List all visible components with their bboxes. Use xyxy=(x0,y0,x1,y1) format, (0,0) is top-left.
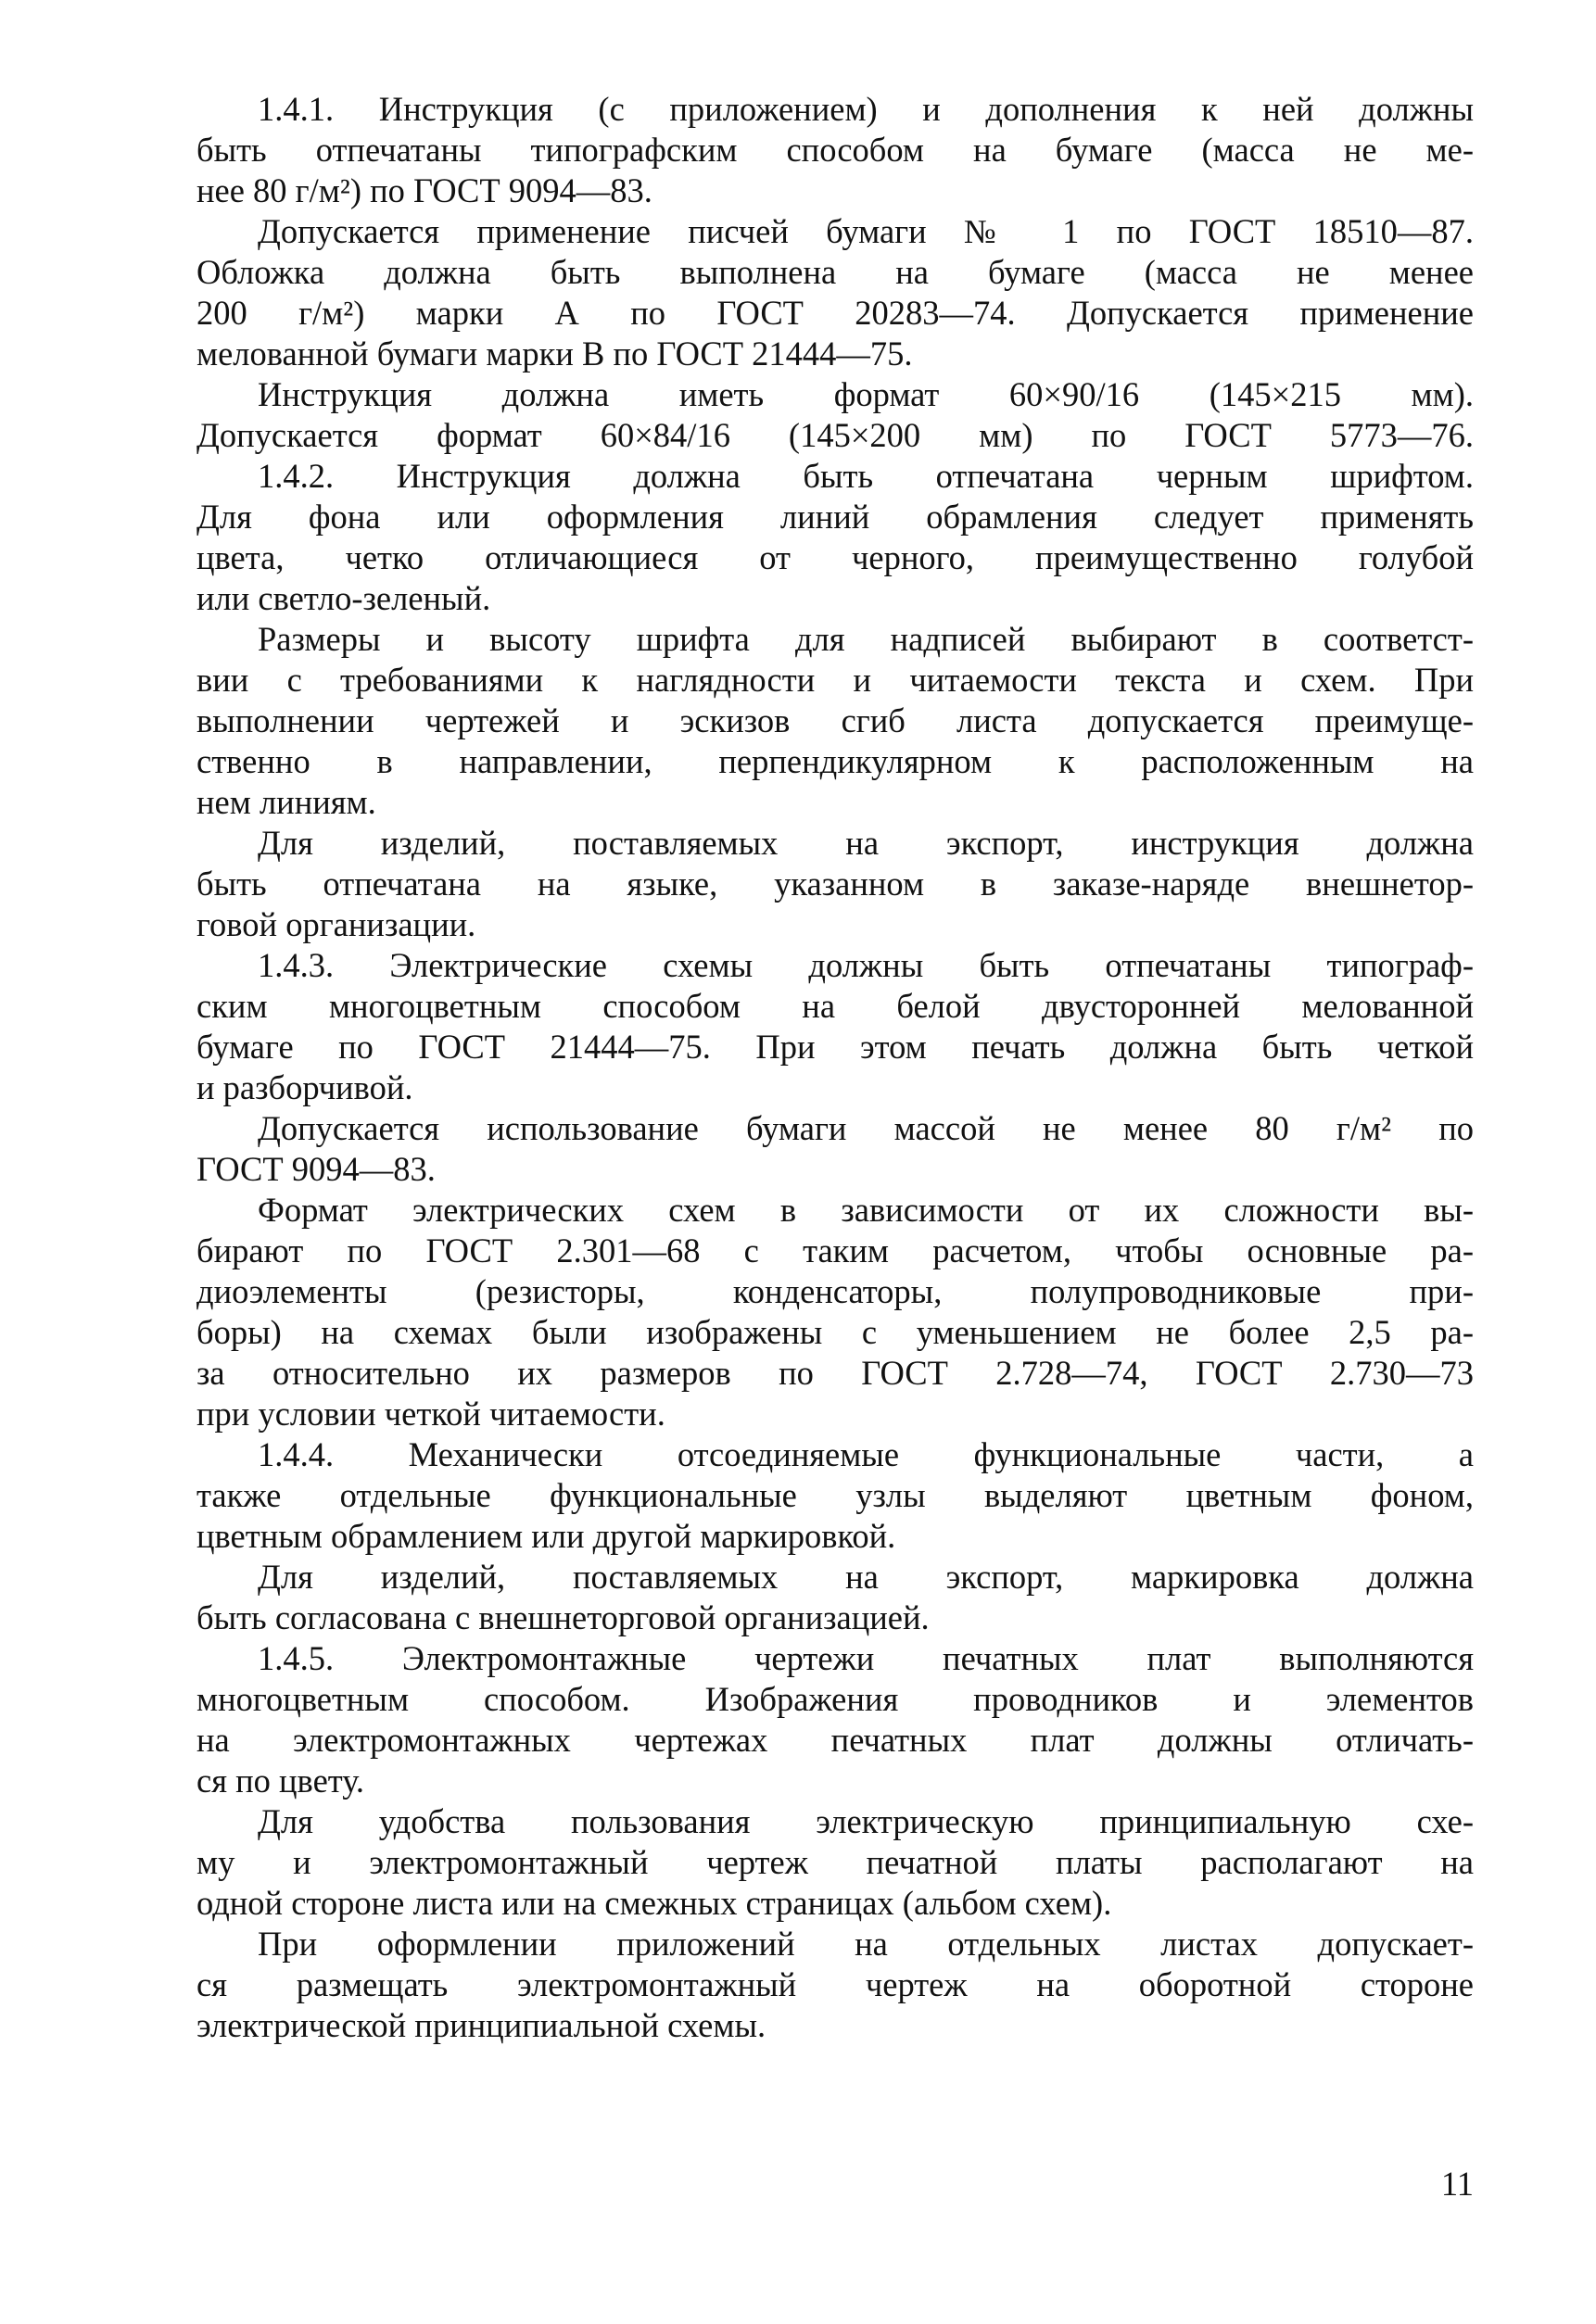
paragraph xyxy=(196,619,1474,823)
paragraph xyxy=(196,1557,1474,1638)
text-line: бумаге по ГОСТ 21444—75. При этом печать должна быть четкой xyxy=(196,1028,1474,1066)
text-line: 200 г/м²) марки А по ГОСТ 20283—74. Допускается применение xyxy=(196,294,1474,332)
text-line: 1.4.5. Электромонтажные чертежи печатных плат выполняются xyxy=(258,1639,1474,1677)
paragraph xyxy=(196,456,1474,619)
text-line: Для удобства пользования электрическую принципиальную схе- xyxy=(258,1802,1474,1840)
paragraph xyxy=(196,823,1474,945)
paragraph xyxy=(196,1434,1474,1557)
text-line: говой организации. xyxy=(196,905,476,943)
text-line: Для изделий, поставляемых на экспорт, маркировка должна xyxy=(258,1558,1474,1596)
text-line: Допускается формат 60×84/16 (145×200 мм) по ГОСТ 5773—76. xyxy=(196,416,1474,454)
text-line: или светло-зеленый. xyxy=(196,579,491,617)
paragraph xyxy=(196,945,1474,1108)
text-line: ственно в направлении, перпендикулярном к расположенным на xyxy=(196,742,1474,780)
paragraph xyxy=(196,1108,1474,1190)
text-line: при условии четкой читаемости. xyxy=(196,1395,665,1433)
text-line: цвета, четко отличающиеся от черного, преимущественно голубой xyxy=(196,538,1474,576)
text-line: Для фона или оформления линий обрамления следует применять xyxy=(196,498,1474,536)
text-line: бирают по ГОСТ 2.301—68 с таким расчетом, чтобы основные ра- xyxy=(196,1231,1474,1269)
text-line: Инструкция должна иметь формат 60×90/16 (145×215 мм). xyxy=(258,375,1474,413)
text-line: многоцветным способом. Изображения проводников и элементов xyxy=(196,1680,1474,1718)
text-line: вии с требованиями к наглядности и читаемости текста и схем. При xyxy=(196,661,1474,699)
text-line: быть согласована с внешнеторговой организацией. xyxy=(196,1598,930,1636)
text-line: 1.4.1. Инструкция (с приложением) и дополнения к ней должны xyxy=(258,90,1474,128)
paragraph xyxy=(196,1638,1474,1801)
text-line: нем линиям. xyxy=(196,783,376,821)
text-line: боры) на схемах были изображены с уменьшением не более 2,5 ра- xyxy=(196,1313,1474,1351)
text-line: ГОСТ 9094—83. xyxy=(196,1150,436,1188)
paragraph xyxy=(196,1801,1474,1924)
text-line: Формат электрических схем в зависимости от их сложности вы- xyxy=(258,1191,1474,1229)
text-line: мелованной бумаги марки В по ГОСТ 21444—75. xyxy=(196,335,913,373)
text-line: ся по цвету. xyxy=(196,1762,364,1800)
text-line: за относительно их размеров по ГОСТ 2.728—74, ГОСТ 2.730—73 xyxy=(196,1354,1474,1392)
text-line: Для изделий, поставляемых на экспорт, инструкция должна xyxy=(258,824,1474,862)
text-line: При оформлении приложений на отдельных листах допускает- xyxy=(258,1925,1474,1963)
text-line: нее 80 г/м²) по ГОСТ 9094—83. xyxy=(196,171,652,209)
text-line: 1.4.4. Механически отсоединяемые функциональные части, а xyxy=(258,1435,1474,1473)
text-line: Допускается использование бумаги массой не менее 80 г/м² по xyxy=(258,1109,1474,1147)
paragraph xyxy=(196,374,1474,456)
paragraph xyxy=(196,1924,1474,2046)
paragraph xyxy=(196,1190,1474,1434)
text-line: му и электромонтажный чертеж печатной платы располагают на xyxy=(196,1843,1474,1881)
text-line: 1.4.3. Электрические схемы должны быть отпечатаны типограф- xyxy=(258,946,1474,984)
text-line: и разборчивой. xyxy=(196,1068,413,1106)
page-number: 11 xyxy=(1440,2165,1474,2203)
text-line: быть отпечатана на языке, указанном в заказе-наряде внешнетор- xyxy=(196,865,1474,903)
text-line: цветным обрамлением или другой маркировкой. xyxy=(196,1517,896,1555)
text-line: Размеры и высоту шрифта для надписей выбирают в соответст- xyxy=(258,620,1474,658)
paragraph xyxy=(196,89,1474,211)
text-line: электрической принципиальной схемы. xyxy=(196,2006,766,2044)
body-text xyxy=(196,89,1474,2046)
text-line: быть отпечатаны типографским способом на бумаге (масса не ме- xyxy=(196,131,1474,169)
text-line: Обложка должна быть выполнена на бумаге (масса не менее xyxy=(196,253,1474,291)
text-line: диоэлементы (резисторы, конденсаторы, полупроводниковые при- xyxy=(196,1272,1474,1310)
text-line: на электромонтажных чертежах печатных плат должны отличать- xyxy=(196,1721,1474,1759)
text-line: ся размещать электромонтажный чертеж на оборотной стороне xyxy=(196,1965,1474,2003)
text-line: Допускается применение писчей бумаги № 1 по ГОСТ 18510—87. xyxy=(258,212,1474,250)
text-line: выполнении чертежей и эскизов сгиб листа допускается преимуще- xyxy=(196,701,1474,739)
paragraph xyxy=(196,211,1474,374)
text-line: также отдельные функциональные узлы выделяют цветным фоном, xyxy=(196,1476,1474,1514)
text-line: 1.4.2. Инструкция должна быть отпечатана черным шрифтом. xyxy=(258,457,1474,495)
text-line: ским многоцветным способом на белой двусторонней мелованной xyxy=(196,987,1474,1025)
text-line: одной стороне листа или на смежных страницах (альбом схем). xyxy=(196,1884,1112,1922)
